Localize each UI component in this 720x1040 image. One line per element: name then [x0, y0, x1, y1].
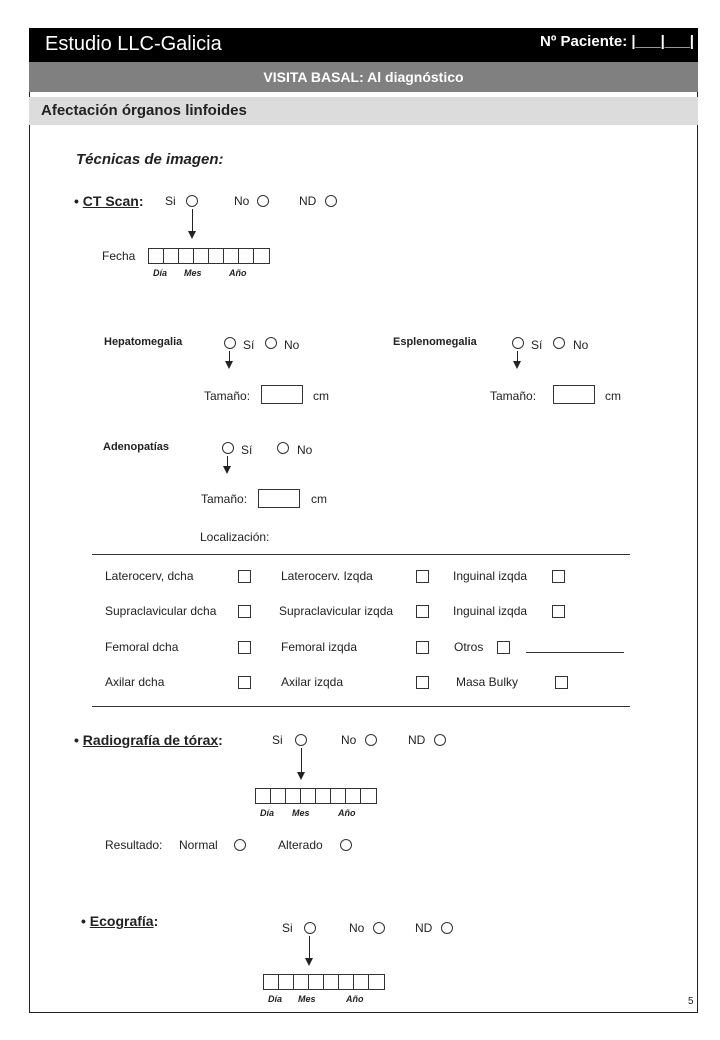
ecografia-heading: • Ecografía: [81, 913, 159, 929]
arrow-down-icon [297, 772, 305, 780]
ct-si-label: Si [165, 194, 176, 208]
loc-axilar-dcha: Axilar dcha [105, 675, 165, 689]
ct-si-radio[interactable] [186, 195, 198, 207]
arrow-line [301, 748, 302, 772]
loc-femoral-izqda-checkbox[interactable] [416, 641, 429, 654]
rx-si-label: Si [272, 733, 283, 747]
rx-normal-label: Normal [179, 838, 218, 852]
loc-otros: Otros [454, 640, 484, 654]
loc-otros-checkbox[interactable] [497, 641, 510, 654]
adeno-si-label: Sí [241, 443, 253, 457]
rx-no-radio[interactable] [365, 734, 377, 746]
eco-nd-label: ND [415, 921, 433, 935]
loc-inguinal-izqda-1: Inguinal izqda [453, 569, 528, 583]
divider [92, 706, 630, 707]
rx-nd-label: ND [408, 733, 426, 747]
loc-inguinal-izqda-2-checkbox[interactable] [552, 605, 565, 618]
date-label-ano: Año [229, 268, 247, 278]
ct-scan-heading: • CT Scan: [74, 193, 144, 209]
hepatomegalia-label: Hepatomegalia [104, 336, 183, 348]
ct-scan-label: CT Scan [82, 193, 139, 209]
eco-nd-radio[interactable] [441, 922, 453, 934]
adeno-si-radio[interactable] [222, 442, 234, 454]
divider [92, 554, 630, 555]
arrow-line [309, 936, 310, 958]
loc-laterocerv-izqda-checkbox[interactable] [416, 570, 429, 583]
date-label-ano: Año [346, 994, 364, 1004]
loc-supraclavicular-izqda-checkbox[interactable] [416, 605, 429, 618]
app-title: Estudio LLC-Galicia [45, 33, 222, 55]
rx-no-label: No [341, 733, 357, 747]
rx-si-radio[interactable] [295, 734, 307, 746]
espleno-unit: cm [605, 389, 621, 403]
rx-resultado-label: Resultado: [105, 838, 163, 852]
espleno-no-label: No [573, 338, 589, 352]
rx-nd-radio[interactable] [434, 734, 446, 746]
eco-date-input[interactable] [263, 974, 385, 990]
hepato-no-label: No [284, 338, 300, 352]
rx-date-input[interactable] [255, 788, 377, 804]
adenopatias-label: Adenopatías [103, 441, 170, 453]
bullet: • [81, 913, 86, 929]
date-label-dia: Día [260, 808, 275, 818]
page-frame [29, 28, 698, 1013]
localizacion-label: Localización: [200, 530, 270, 544]
ct-nd-radio[interactable] [325, 195, 337, 207]
header-bar [29, 28, 698, 62]
hepato-si-label: Sí [243, 338, 255, 352]
hepato-si-radio[interactable] [224, 337, 236, 349]
date-label-dia: Día [268, 994, 283, 1004]
imaging-subtitle: Técnicas de imagen: [76, 151, 224, 168]
eco-si-label: Si [282, 921, 293, 935]
adeno-size-input[interactable] [258, 489, 300, 508]
loc-masa-bulky: Masa Bulky [456, 675, 519, 689]
loc-axilar-izqda-checkbox[interactable] [416, 676, 429, 689]
espleno-si-radio[interactable] [512, 337, 524, 349]
date-label-dia: Día [153, 268, 168, 278]
page-number: 5 [688, 996, 694, 1007]
section-title: Afectación órganos linfoides [29, 97, 698, 125]
loc-masa-bulky-checkbox[interactable] [555, 676, 568, 689]
arrow-line [229, 351, 230, 361]
arrow-down-icon [188, 231, 196, 239]
arrow-down-icon [223, 466, 231, 474]
adeno-no-label: No [297, 443, 313, 457]
loc-inguinal-izqda-1-checkbox[interactable] [552, 570, 565, 583]
hepato-tamano-label: Tamaño: [204, 389, 251, 403]
adeno-no-radio[interactable] [277, 442, 289, 454]
loc-supraclavicular-izqda: Supraclavicular izqda [279, 604, 394, 618]
hepato-unit: cm [313, 389, 329, 403]
date-label-mes: Mes [184, 268, 202, 278]
ecografia-label: Ecografía [89, 913, 154, 929]
espleno-size-input[interactable] [553, 385, 595, 404]
loc-laterocerv-izqda: Laterocerv. Izqda [281, 569, 373, 583]
arrow-down-icon [225, 361, 233, 369]
loc-laterocerv-dcha-checkbox[interactable] [238, 570, 251, 583]
adeno-tamano-label: Tamaño: [201, 492, 248, 506]
eco-si-radio[interactable] [304, 922, 316, 934]
ct-fecha-label: Fecha [102, 249, 136, 263]
arrow-line [192, 209, 193, 231]
arrow-down-icon [305, 958, 313, 966]
loc-femoral-dcha: Femoral dcha [105, 640, 179, 654]
radiografia-label: Radiografía de tórax [82, 732, 219, 748]
loc-femoral-izqda: Femoral izqda [281, 640, 358, 654]
adeno-unit: cm [311, 492, 327, 506]
arrow-down-icon [513, 361, 521, 369]
loc-axilar-dcha-checkbox[interactable] [238, 676, 251, 689]
date-label-mes: Mes [292, 808, 310, 818]
esplenomegalia-label: Esplenomegalia [393, 336, 477, 348]
hepato-size-input[interactable] [261, 385, 303, 404]
arrow-line [517, 351, 518, 361]
radiografia-heading: • Radiografía de tórax: [74, 732, 223, 748]
ct-no-label: No [234, 194, 250, 208]
loc-inguinal-izqda-2: Inguinal izqda [453, 604, 528, 618]
rx-alterado-label: Alterado [278, 838, 323, 852]
eco-no-label: No [349, 921, 365, 935]
rx-normal-radio[interactable] [234, 839, 246, 851]
bullet: • [74, 193, 79, 209]
rx-alterado-radio[interactable] [340, 839, 352, 851]
hepato-no-radio[interactable] [265, 337, 277, 349]
espleno-tamano-label: Tamaño: [490, 389, 537, 403]
ct-no-radio[interactable] [257, 195, 269, 207]
loc-supraclavicular-dcha: Supraclavicular dcha [105, 604, 217, 618]
date-label-ano: Año [338, 808, 356, 818]
patient-number-label: Nº Paciente: |___|___| [540, 33, 694, 50]
bullet: • [74, 732, 79, 748]
date-label-mes: Mes [298, 994, 316, 1004]
espleno-no-radio[interactable] [553, 337, 565, 349]
eco-no-radio[interactable] [373, 922, 385, 934]
ct-date-input[interactable] [148, 248, 270, 264]
otros-text-line[interactable] [526, 652, 624, 653]
loc-femoral-dcha-checkbox[interactable] [238, 641, 251, 654]
loc-supraclavicular-dcha-checkbox[interactable] [238, 605, 251, 618]
loc-laterocerv-dcha: Laterocerv, dcha [105, 569, 194, 583]
loc-axilar-izqda: Axilar izqda [281, 675, 344, 689]
espleno-si-label: Sí [531, 338, 543, 352]
ct-nd-label: ND [299, 194, 317, 208]
visit-bar: VISITA BASAL: Al diagnóstico [29, 62, 698, 92]
arrow-line [227, 456, 228, 466]
